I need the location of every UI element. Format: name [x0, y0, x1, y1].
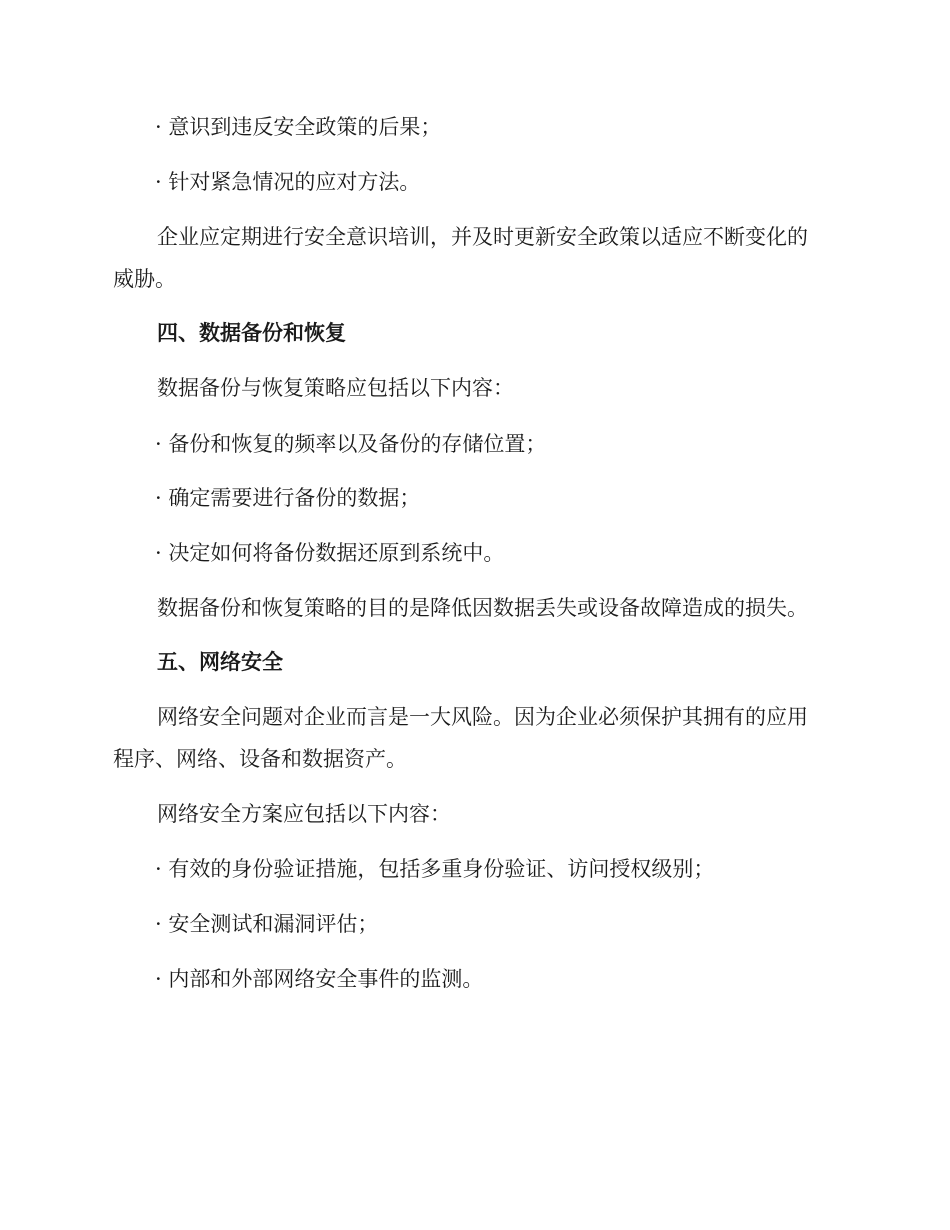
bullet-item: · 安全测试和漏洞评估；: [155, 912, 379, 936]
bullet-item: · 备份和恢复的频率以及备份的存储位置；: [155, 432, 547, 456]
paragraph-line: 数据备份与恢复策略应包括以下内容：: [157, 376, 514, 400]
paragraph-line: 网络安全问题对企业而言是一大风险。因为企业必须保护其拥有的应用: [157, 705, 808, 729]
paragraph-line: 网络安全方案应包括以下内容：: [157, 802, 451, 826]
paragraph-line: 威胁。: [113, 267, 176, 291]
bullet-item: · 针对紧急情况的应对方法。: [155, 170, 421, 194]
paragraph-line: 企业应定期进行安全意识培训，并及时更新安全政策以适应不断变化的: [157, 225, 808, 249]
paragraph-line: 数据备份和恢复策略的目的是降低因数据丢失或设备故障造成的损失。: [157, 596, 808, 620]
bullet-item: · 确定需要进行备份的数据；: [155, 486, 421, 510]
bullet-item: · 意识到违反安全政策的后果；: [155, 115, 442, 139]
paragraph-line: 程序、网络、设备和数据资产。: [113, 747, 407, 771]
bullet-item: · 内部和外部网络安全事件的监测。: [155, 967, 484, 991]
section-heading: 五、网络安全: [157, 650, 283, 674]
section-heading: 四、数据备份和恢复: [157, 321, 346, 345]
bullet-item: · 决定如何将备份数据还原到系统中。: [155, 541, 505, 565]
bullet-item: · 有效的身份验证措施，包括多重身份验证、访问授权级别；: [155, 857, 715, 881]
